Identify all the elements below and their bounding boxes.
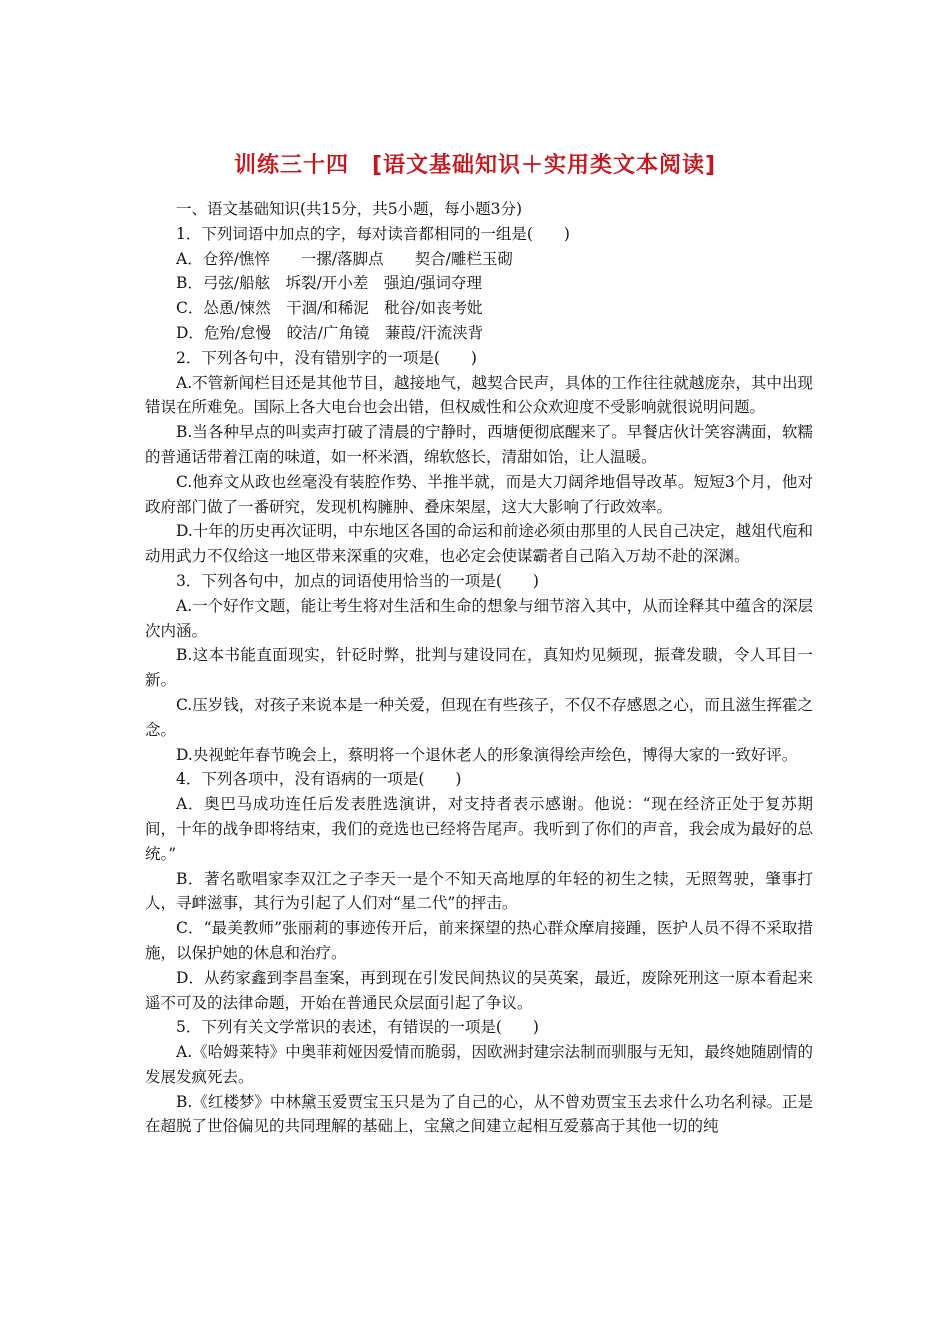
question-5-option-b: B.《红楼梦》中林黛玉爱贾宝玉只是为了自己的心，从不曾劝贾宝玉去求什么功名利禄。正是在超脱了世俗偏见的共同理解的基础上，宝黛之间建立起相互爱慕高于其他一切的纯	[145, 1092, 813, 1136]
document-body	[145, 197, 813, 1139]
page-title: 训练三十四 [语文基础知识＋实用类文本阅读]	[233, 153, 717, 178]
question-3-option-d: D.央视蛇年春节晚会上，蔡明将一个退休老人的形象演得绘声绘色，博得大家的一致好评。	[176, 745, 798, 764]
question-2-option-c: C.他弃文从政也丝毫没有装腔作势、半推半就，而是大刀阔斧地倡导改革。短短3个月，他对政府部门做了一番研究，发现机构臃肿、叠床架屋，这大大影响了行政效率。	[145, 472, 813, 516]
section-heading: 一、语文基础知识(共15分，共5小题，每小题3分)	[176, 200, 523, 218]
question-4-option-b: B．著名歌唱家李双江之子李天一是个不知天高地厚的年轻的初生之犊，无照驾驶，肇事打人，寻衅滋事，其行为引起了人们对“星二代”的抨击。	[145, 869, 813, 913]
question-2-option-b: B.当各种早点的叫卖声打破了清晨的宁静时，西塘便彻底醒来了。早餐店伙计笑容满面，软糯的普通话带着江南的味道，如一杯米酒，绵软悠长，清甜如饴，让人温暖。	[145, 423, 813, 466]
question-1-option-a: A．仓猝/憔悴 一摞/落脚点 契合/雕栏玉砌	[176, 249, 513, 268]
question-1-option-b: B．弓弦/船舷 坼裂/开小差 强迫/强词夺理	[176, 274, 483, 293]
question-2-stem: 2．下列各句中，没有错别字的一项是( )	[176, 348, 477, 367]
question-1-option-c: C．怂恿/悚然 干涸/和稀泥 秕谷/如丧考妣	[176, 299, 483, 318]
question-2-option-a: A.不管新闻栏目还是其他节目，越接地气，越契合民声，具体的工作往往就越庞杂，其中出现错误在所难免。国际上各大电台也会出错，但权威性和公众欢迎度不受影响就很说明问题。	[145, 373, 813, 417]
question-3-stem: 3．下列各句中，加点的词语使用恰当的一项是( )	[176, 571, 539, 590]
question-1-option-d: D．危殆/怠慢 皎洁/广角镜 蒹葭/汗流浃背	[176, 323, 484, 342]
question-4-stem: 4．下列各项中，没有语病的一项是( )	[176, 770, 462, 789]
question-1-stem: 1．下列词语中加点的字，每对读音都相同的一组是( )	[176, 224, 570, 243]
question-4-option-a: A．奥巴马成功连任后发表胜选演讲，对支持者表示感谢。他说：“现在经济正处于复苏期间，十年的战争即将结束，我们的竞选也已经将告尾声。我听到了你们的声音，我会成为最好的总统。”	[145, 795, 813, 863]
question-2-option-d: D.十年的历史再次证明，中东地区各国的命运和前途必须由那里的人民自己决定，越俎代庖和动用武力不仅给这一地区带来深重的灾难，也必定会使谋霸者自己陷入万劫不赴的深渊。	[145, 522, 813, 566]
question-5-option-a: A.《哈姆莱特》中奥菲莉娅因爱情而脆弱，因欧洲封建宗法制而驯服与无知，最终她随剧情的发展发疯死去。	[145, 1043, 813, 1086]
question-4-option-c: C．“最美教师”张丽莉的事迹传开后，前来探望的热心群众摩肩接踵，医护人员不得不采取措施，以保护她的休息和治疗。	[145, 919, 813, 962]
question-3-option-a: A.一个好作文题，能让考生将对生活和生命的想象与细节溶入其中，从而诠释其中蕴含的深层次内涵。	[145, 596, 813, 640]
question-3-option-c: C.压岁钱，对孩子来说本是一种关爱，但现在有些孩子，不仅不存感恩之心，而且滋生挥霍之念。	[145, 695, 813, 739]
question-3-option-b: B.这本书能直面现实，针砭时弊，批判与建设同在，真知灼见频现，振聋发聩，令人耳目一新。	[145, 646, 813, 690]
question-5-stem: 5．下列有关文学常识的表述，有错误的一项是( )	[176, 1018, 539, 1037]
question-4-option-d: D．从药家鑫到李昌奎案，再到现在引发民间热议的吴英案，最近，废除死刑这一原本看起来遥不可及的法律命题，开始在普通民众层面引起了争议。	[145, 968, 813, 1012]
